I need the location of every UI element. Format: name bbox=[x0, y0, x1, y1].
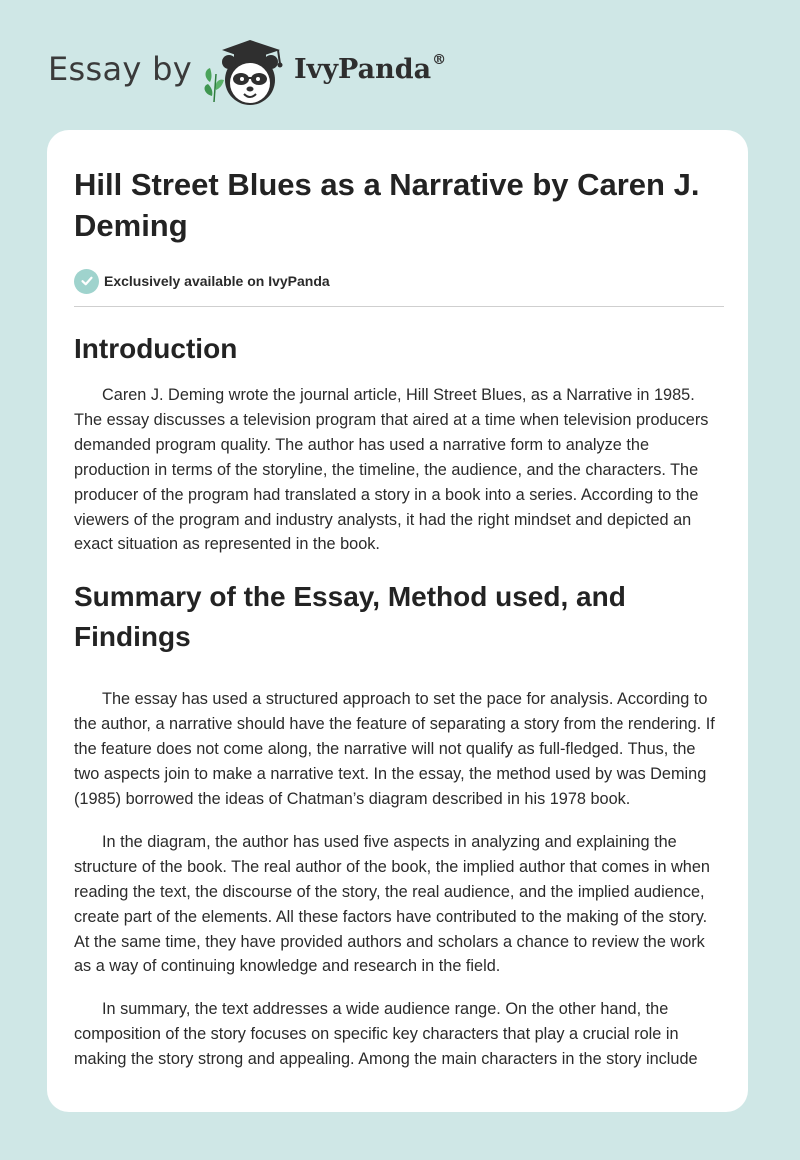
registered-mark: ® bbox=[432, 52, 447, 68]
divider bbox=[74, 306, 724, 307]
exclusive-badge-text: Exclusively available on IvyPanda bbox=[104, 273, 330, 289]
paragraph: In summary, the text addresses a wide audience range. On the other hand, the composition of the story focuses on specific key characters that play a crucial role in making the story strong and appealing. Among the main characters in the story include bbox=[74, 1000, 698, 1069]
page-title: Hill Street Blues as a Narrative by Caren J. Deming bbox=[74, 167, 700, 243]
paragraph: The essay has used a structured approach to set the pace for analysis. According to the author, a narrative should have the feature of separating a story from the rendering. If the feature does not come along, the narrative will not qualify as full-fledged. Thus, the two aspects join to make a narrative text. In the essay, the method used by was Deming (1985) borrowed the ideas of Chatman’s diagram described in his 1978 book. bbox=[74, 690, 715, 808]
section-heading-introduction: Introduction bbox=[74, 333, 238, 364]
essay-content bbox=[74, 164, 724, 1072]
paragraph: Caren J. Deming wrote the journal article, Hill Street Blues, as a Narrative in 1985. The essay discusses a television program that aired at a time when television producers demanded program quality. The author has used a narrative form to analyze the production in terms of the storyline, the timeline, the audience, and the characters. The producer of the program had translated a story in a book into a series. According to the viewers of the program and industry analysts, it had the right mindset and depicted an exact situation as represented in the book. bbox=[74, 386, 709, 554]
essay-by-label: Essay by bbox=[48, 50, 192, 88]
essay-card bbox=[47, 130, 748, 1112]
exclusive-badge bbox=[74, 268, 724, 294]
brand-name[interactable]: IvyPanda® bbox=[294, 52, 447, 85]
check-circle-icon bbox=[74, 269, 99, 294]
section-heading-summary: Summary of the Essay, Method used, and Findings bbox=[74, 581, 626, 653]
site-header bbox=[48, 30, 508, 110]
panda-graduate-icon[interactable] bbox=[200, 34, 292, 110]
paragraph: In the diagram, the author has used five aspects in analyzing and explaining the structure of the book. The real author of the book, the implied author that comes in when reading the text, the discourse of the story, the real audience, and the implied audience, create part of the elements. All these factors have contributed to the making of the story. At the same time, they have provided authors and scholars a chance to review the work as a way of continuing knowledge and research in the field. bbox=[74, 832, 710, 976]
